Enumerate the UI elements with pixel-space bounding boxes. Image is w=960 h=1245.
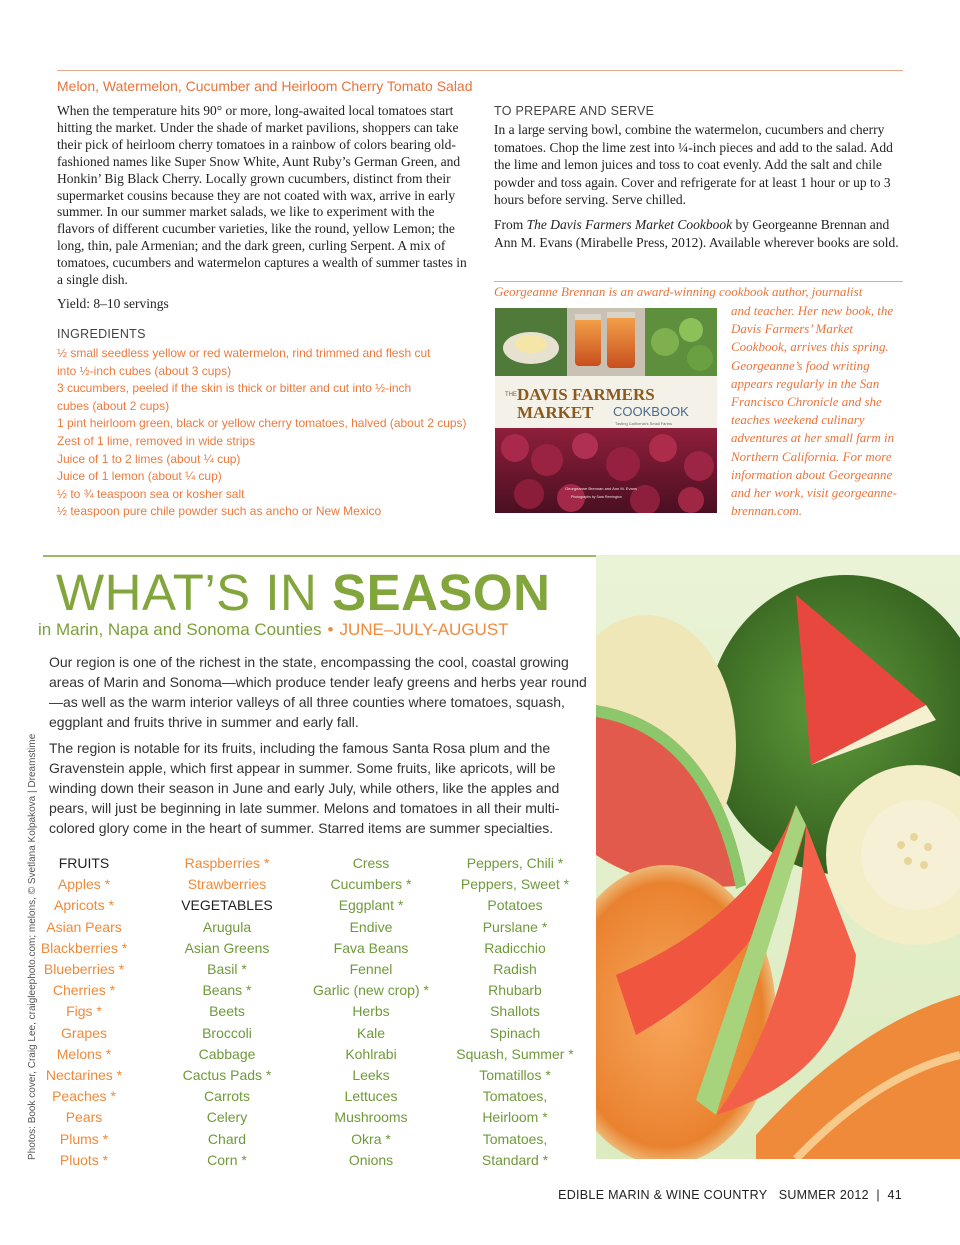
- produce-item: Rhubarb: [488, 982, 542, 999]
- issue-date: SUMMER 2012: [778, 1188, 869, 1202]
- produce-item: Broccoli: [202, 1024, 252, 1041]
- produce-item: Peaches *: [52, 1088, 116, 1105]
- produce-item: Chard: [207, 1130, 247, 1147]
- produce-item: Kale: [356, 1024, 386, 1041]
- ingredient-item: Zest of 1 lime, removed in wide strips: [57, 433, 256, 448]
- produce-item: Kohlrabi: [345, 1045, 397, 1062]
- author-bio-first-line: Georgeanne Brennan is an award-winning cookbook author, journalist: [494, 284, 863, 299]
- season-paragraph-1: Our region is one of the richest in the state, encompassing the cool, coastal growing areas of Marin and Sonoma—which produce tender leafy greens and herbs year round—as well as the warm interior valleys of all three counties where tomatoes, squash, eggplant and fruits thrive in summer and early fall.: [49, 654, 587, 730]
- produce-column-2: [157, 853, 297, 1171]
- produce-item: Pluots *: [59, 1151, 109, 1168]
- produce-item: Plums *: [59, 1130, 109, 1147]
- season-title-bold: SEASON: [332, 564, 551, 621]
- ingredient-item: Juice of 1 lemon (about ¼ cup): [57, 469, 222, 484]
- ingredients-list: [57, 345, 477, 521]
- season-months: JUNE–JULY-AUGUST: [339, 620, 509, 639]
- produce-item: Squash, Summer *: [456, 1045, 574, 1062]
- produce-item: Grapes: [61, 1024, 107, 1041]
- produce-item: Garlic (new crop) *: [313, 982, 429, 999]
- produce-item: Radish: [493, 961, 537, 978]
- produce-item: Fennel: [349, 961, 393, 978]
- magazine-name: EDIBLE MARIN & WINE COUNTRY: [558, 1188, 768, 1202]
- produce-item: Mushrooms: [334, 1109, 408, 1126]
- produce-category-heading: FRUITS: [58, 855, 110, 871]
- ingredient-item: ½ small seedless yellow or red watermelon, rind trimmed and flesh cut into ½-inch cubes (about 3 cups): [57, 346, 431, 378]
- produce-item: Leeks: [352, 1067, 390, 1084]
- produce-item: Tomatillos *: [479, 1067, 551, 1084]
- produce-item: Cucumbers *: [330, 876, 412, 893]
- produce-item: Tomatoes,: [482, 1130, 548, 1147]
- cover-title-line1: DAVIS FARMERS: [517, 385, 655, 404]
- produce-category-heading: VEGETABLES: [181, 897, 273, 914]
- season-subtitle: [38, 620, 509, 640]
- author-bio: and teacher. Her new book, the Davis Farmers’ Market Cookbook, arrives this spring. Georgeanne’s food writing appears regularly in the San Francisco Chronicle and she teaches weekend culinary adventures at her small farm in Northern California. For more information about Georgeanne and her work, visit georgeanne-brennan.com.: [731, 303, 897, 519]
- book-source: [494, 216, 906, 251]
- produce-item: Eggplant *: [338, 897, 404, 914]
- produce-item: Apples *: [57, 876, 111, 893]
- recipe-title: Melon, Watermelon, Cucumber and Heirloom Cherry Tomato Salad: [57, 78, 473, 94]
- produce-item: Endive: [349, 918, 393, 935]
- produce-item: Cress: [352, 855, 390, 871]
- cover-title-cookbook: COOKBOOK: [613, 404, 689, 419]
- produce-item: Okra *: [351, 1130, 391, 1147]
- produce-item: Asian Pears: [46, 918, 122, 935]
- produce-item: Herbs: [352, 1003, 390, 1020]
- recipe-intro: When the temperature hits 90° or more, long-awaited local tomatoes start hitting the market. Under the shade of market pavilions, shoppers can take their pick of heirloom cherry tomatoes in a rainbow of colors bearing old-fashioned names like Super Snow White, Aunt Ruby’s German Green, and Honkin’ Big Black Cherry. Locally grown cucumbers, distinct from their supermarket cousins because they are not coated with wax, arrive in early summer. In our summer market salads, we like to experiment with the flavors of different cucumber varieties, like the round, yellow Lemon; the long, thin, pale Armenian; and the dark green, curling Serpent. A mix of tomatoes, cucumbers and watermelon captures a wealth of summer tastes in a single dish.: [57, 103, 467, 288]
- cover-credits: Photographs by Sara Remington: [571, 495, 622, 499]
- ingredient-item: ½ teaspoon pure chile powder such as ancho or New Mexico: [57, 504, 382, 519]
- source-book-title: The Davis Farmers Market Cookbook: [526, 217, 733, 232]
- footer-separator: |: [876, 1188, 880, 1202]
- produce-item: Arugula: [202, 918, 252, 935]
- produce-item: Raspberries *: [184, 855, 270, 871]
- produce-item: Corn *: [207, 1151, 247, 1168]
- bullet-separator: •: [327, 620, 334, 639]
- produce-item: Potatoes: [487, 897, 543, 914]
- produce-item: Spinach: [489, 1024, 541, 1041]
- ingredient-item: Juice of 1 to 2 limes (about ¼ cup): [57, 451, 241, 466]
- cover-tagline: Tasting California’s Small Farms: [615, 421, 673, 426]
- cover-the: THE: [505, 392, 517, 398]
- produce-item: Cherries *: [52, 982, 116, 999]
- produce-item: Onions: [348, 1151, 394, 1168]
- produce-item: Lettuces: [344, 1088, 398, 1105]
- cover-authors: Georgeanne Brennan and Ann M. Evans: [565, 486, 638, 491]
- produce-item: Basil *: [207, 961, 247, 978]
- produce-item: Cabbage: [198, 1045, 256, 1062]
- top-divider: [57, 70, 903, 71]
- season-title: [56, 563, 550, 622]
- produce-item: Apricots *: [54, 897, 114, 914]
- produce-item: Beets: [209, 1003, 245, 1020]
- produce-item: Cactus Pads *: [182, 1067, 272, 1084]
- produce-item: Nectarines *: [45, 1067, 123, 1084]
- bio-divider: [494, 281, 903, 282]
- cover-title-line2: MARKET: [517, 403, 594, 422]
- produce-item: Melons *: [56, 1045, 112, 1062]
- ingredient-item: ½ to ¾ teaspoon sea or kosher salt: [57, 486, 245, 501]
- page-number: 41: [887, 1188, 902, 1202]
- produce-item: Standard *: [481, 1151, 549, 1168]
- produce-item: Peppers, Sweet *: [460, 876, 570, 893]
- recipe-yield: Yield: 8–10 servings: [57, 296, 169, 311]
- produce-item: Fava Beans: [333, 939, 409, 956]
- produce-item: Carrots: [204, 1088, 250, 1105]
- source-suffix: by Georgeanne Brennan and Ann M. Evans (Mirabelle Press, 2012). Available wherever books are sold.: [494, 217, 899, 250]
- ingredient-item: 1 pint heirloom green, black or yellow cherry tomatoes, halved (about 2 cups): [57, 416, 467, 431]
- produce-item: Blackberries *: [40, 939, 128, 956]
- season-region: in Marin, Napa and Sonoma Counties: [38, 620, 322, 639]
- produce-column-4: [445, 853, 585, 1171]
- produce-item: Pears: [65, 1109, 103, 1126]
- produce-item: Blueberries *: [43, 961, 125, 978]
- produce-item: Asian Greens: [184, 939, 270, 956]
- season-divider: [43, 555, 596, 557]
- produce-column-3: [301, 853, 441, 1171]
- produce-item: Radicchio: [484, 939, 546, 956]
- produce-item: Peppers, Chili *: [466, 855, 564, 871]
- produce-item: Beans *: [202, 982, 252, 999]
- source-prefix: From: [494, 217, 527, 232]
- prepare-instructions: In a large serving bowl, combine the watermelon, cucumbers and cherry tomatoes. Chop the lime zest into ¼-inch pieces and add to the salad. Add the lime and lemon juices and toss to coat evenly. Add the salt and chile powder and toss again. Cover and refrigerate for at least 1 hour or up to 3 hours before serving. Serve chilled.: [494, 122, 893, 208]
- produce-item: Purslane *: [482, 918, 548, 935]
- ingredients-heading: INGREDIENTS: [57, 327, 146, 341]
- produce-item: Strawberries: [187, 876, 267, 893]
- season-title-light: WHAT’S IN: [56, 564, 333, 621]
- produce-item: Tomatoes,: [482, 1088, 548, 1105]
- produce-item: Figs *: [66, 1003, 102, 1020]
- prepare-heading: TO PREPARE AND SERVE: [494, 104, 655, 118]
- book-cover-image: [495, 308, 717, 513]
- page-footer: [558, 1188, 902, 1202]
- season-paragraph-2: The region is notable for its fruits, including the famous Santa Rosa plum and the Gravenstein apple, which first appear in summer. Some fruits, like apricots, will be winding down their season in June and early July, while others, like the apples and pears, will just be beginning in late summer. Melons and tomatoes in all their multi-colored glory come in the heart of summer. Starred items are summer specialties.: [49, 740, 560, 836]
- ingredient-item: 3 cucumbers, peeled if the skin is thick or bitter and cut into ½-inch cubes (about 2 cups): [57, 381, 412, 413]
- produce-item: Heirloom *: [482, 1109, 548, 1126]
- melon-photo: [596, 555, 960, 1159]
- produce-item: Celery: [206, 1109, 248, 1126]
- produce-item: Shallots: [490, 1003, 540, 1020]
- photo-credit: Photos: Book cover, Craig Lee, craigleephoto.com; melons, © Svetlana Kolpakova | Dreamstime: [27, 733, 38, 1160]
- produce-column-1: [14, 853, 154, 1171]
